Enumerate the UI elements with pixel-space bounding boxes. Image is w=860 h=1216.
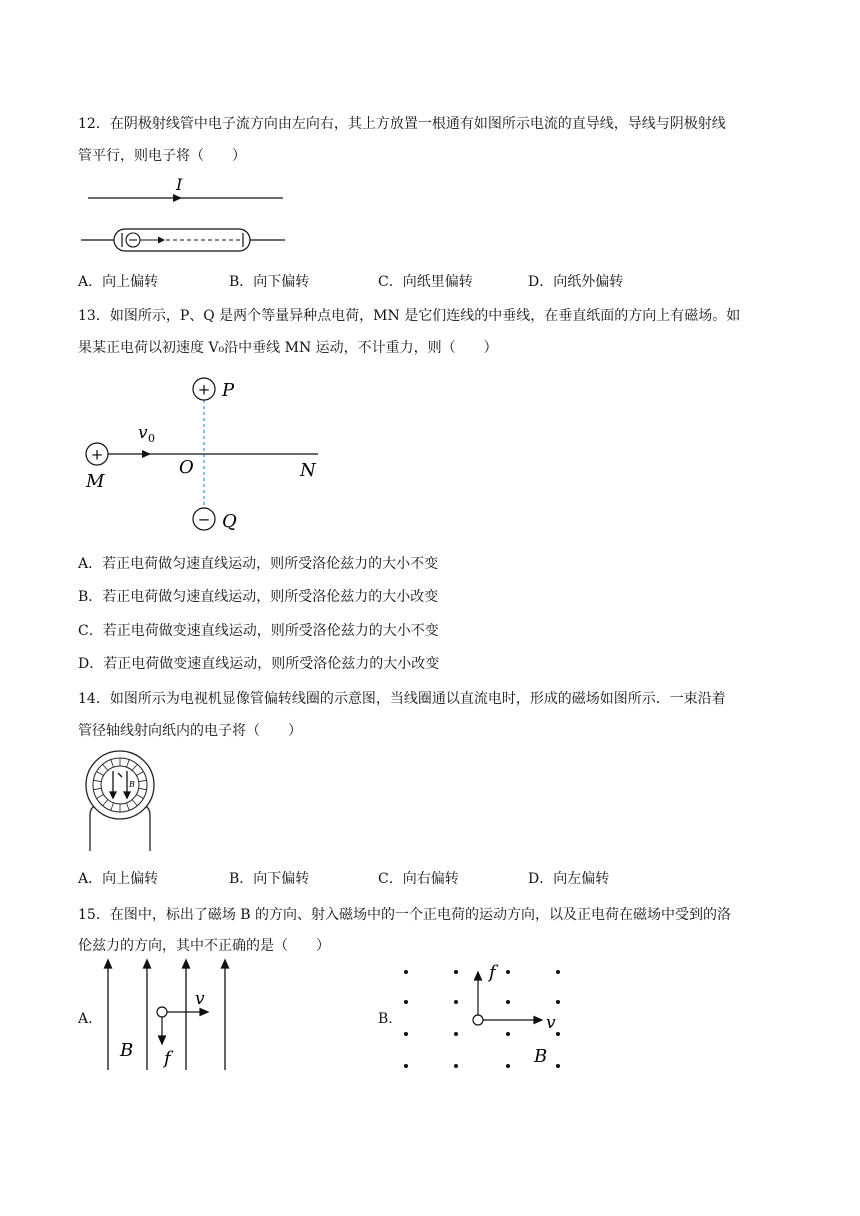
charge-a	[157, 1007, 167, 1017]
n-label: N	[300, 460, 316, 481]
q12-stem-line1: 12．在阴极射线管中电子流方向由左向右，其上方放置一根通有如图所示电流的直导线，导线与阴极射线	[78, 116, 726, 132]
deflection-coil	[86, 751, 154, 819]
q14-option-c[interactable]: C．向右偏转	[378, 871, 459, 887]
b-label-b: B	[534, 1046, 548, 1067]
m-label: M	[86, 471, 105, 492]
force-arrow-b	[475, 972, 482, 1015]
current-wire	[88, 194, 283, 202]
q12-option-c[interactable]: C．向纸里偏转	[378, 274, 473, 290]
svg-text:+: +	[90, 445, 104, 464]
q-label: Q	[222, 511, 237, 532]
coil-b-label: B	[129, 780, 135, 789]
q13-option-c[interactable]: C．若正电荷做变速直线运动，则所受洛伦兹力的大小不变	[78, 623, 439, 639]
q12-figure	[78, 172, 298, 257]
q13-option-d[interactable]: D．若正电荷做变速直线运动，则所受洛伦兹力的大小改变	[78, 656, 440, 672]
q13-option-a[interactable]: A．若正电荷做匀速直线运动，则所受洛伦兹力的大小不变	[78, 556, 439, 572]
p-label: P	[222, 380, 235, 401]
current-label: I	[176, 175, 183, 194]
velocity-label: v	[138, 423, 148, 443]
q13-figure	[78, 370, 338, 540]
svg-text:−: −	[197, 510, 211, 529]
q14-stem-line2: 管径轴线射向纸内的电子将（ ）	[78, 723, 302, 739]
velocity-arrow-b	[483, 1017, 542, 1024]
q12-option-b[interactable]: B．向下偏转	[229, 274, 310, 290]
q13-option-b[interactable]: B．若正电荷做匀速直线运动，则所受洛伦兹力的大小改变	[78, 589, 439, 605]
q15-option-b-label[interactable]: B.	[378, 1011, 393, 1027]
q14-option-a[interactable]: A．向上偏转	[78, 871, 159, 887]
q14-figure	[80, 747, 162, 853]
f-label-b: f	[489, 962, 496, 983]
velocity-arrow-a	[167, 1009, 208, 1016]
q15-figure-b[interactable]	[396, 958, 576, 1076]
charge-q	[193, 508, 215, 530]
velocity-subscript: 0	[148, 432, 155, 445]
q12-option-d[interactable]: D．向纸外偏转	[528, 274, 624, 290]
q15-stem-line1: 15．在图中，标出了磁场 B 的方向、射入磁场中的一个正电荷的运动方向，以及正电荷在磁场中受到的洛	[78, 907, 732, 923]
q15-stem-line2: 伦兹力的方向，其中不正确的是（ ）	[78, 938, 330, 954]
q13-stem-line2: 果某正电荷以初速度 V₀沿中垂线 MN 运动，不计重力，则（ ）	[78, 340, 498, 356]
v-label-b: v	[546, 1013, 556, 1033]
cathode-ray-tube	[81, 229, 285, 251]
charge-b	[473, 1015, 483, 1025]
q12-option-a[interactable]: A．向上偏转	[78, 274, 159, 290]
force-arrow-a	[159, 1017, 166, 1044]
svg-text:+: +	[197, 380, 211, 399]
charge-p	[193, 378, 215, 400]
charge-m	[86, 443, 108, 465]
o-label: O	[179, 457, 194, 478]
f-label-a: f	[164, 1048, 171, 1069]
q14-option-d[interactable]: D．向左偏转	[528, 871, 610, 887]
q12-stem-line2: 管平行，则电子将（ ）	[78, 148, 246, 164]
q15-figure-a[interactable]	[100, 958, 240, 1076]
q14-option-b[interactable]: B．向下偏转	[229, 871, 310, 887]
b-label-a: B	[120, 1040, 134, 1061]
q15-option-a-label[interactable]: A.	[78, 1011, 93, 1027]
q13-stem-line1: 13．如图所示，P、Q 是两个等量异种点电荷，MN 是它们连线的中垂线，在垂直纸面的方向上有磁场。如	[78, 308, 741, 324]
q14-stem-line1: 14．如图所示为电视机显像管偏转线圈的示意图，当线圈通以直流电时，形成的磁场如图所示．一束沿着	[78, 691, 726, 707]
v-label-a: v	[195, 989, 205, 1009]
